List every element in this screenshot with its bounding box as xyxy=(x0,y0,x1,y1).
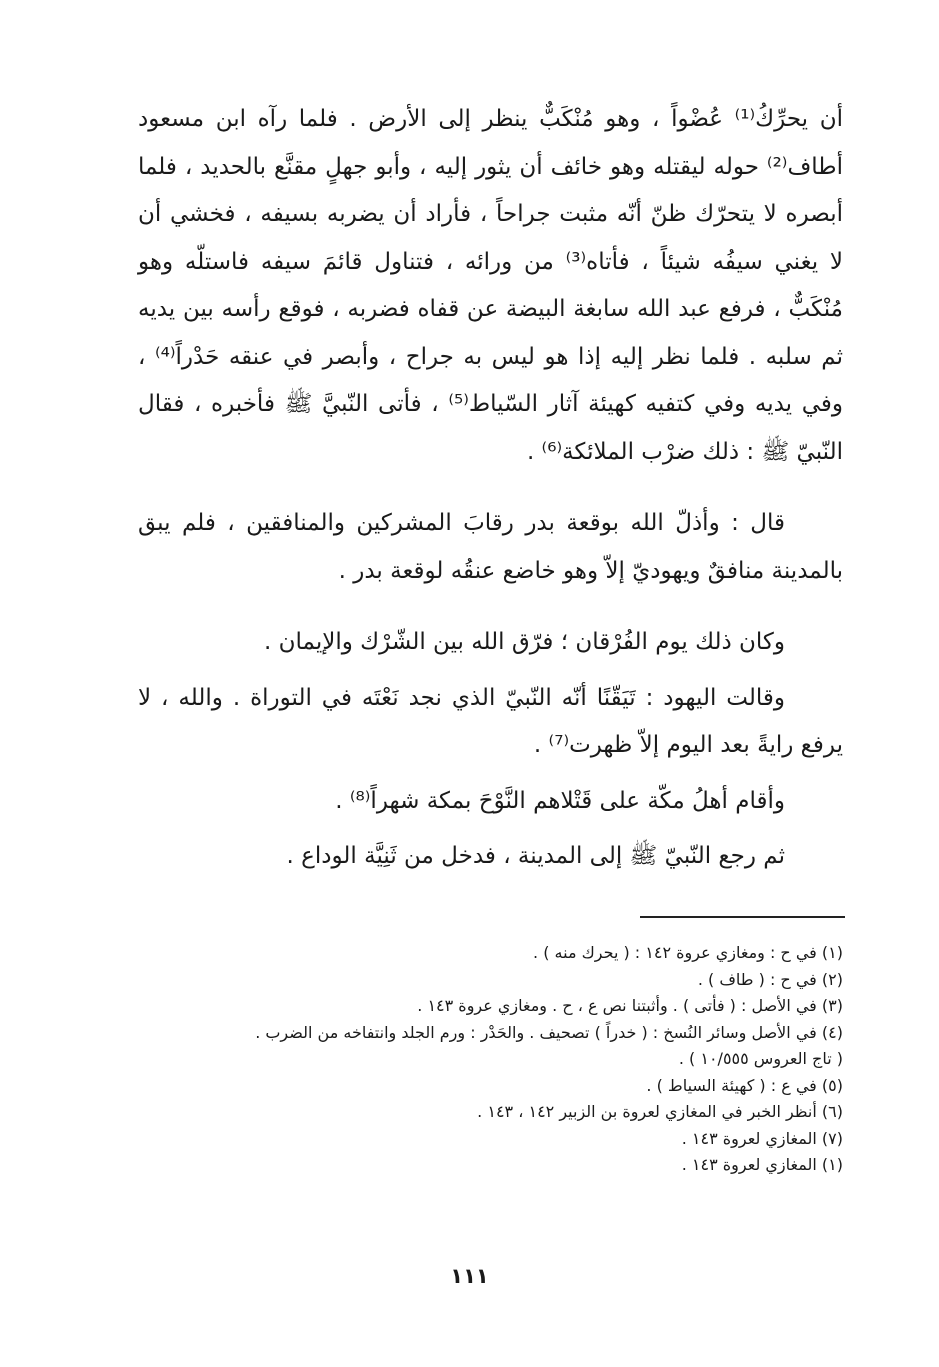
footnote-item: (٧) المغازي لعروة ١٤٣ . xyxy=(681,1128,843,1148)
footnote-item: (٣) في الأصل : ( فأتى ) . وأثبتنا نص ع ، ح . ومغازي عروة ١٤٣ . xyxy=(417,996,843,1015)
page-number: ١١١ xyxy=(450,1264,489,1288)
paragraph-mourning-in-mecca: وأقام أهلُ مكّة على قَتْلاهم النَّوْحَ بمكة شهراً⁽⁸⁾ . xyxy=(335,787,785,814)
paragraph-day-of-furqan: وكان ذلك يوم الفُرْقان ؛ فرّق الله بين الشّرْك والإيمان . xyxy=(264,629,785,655)
footnote-list xyxy=(138,940,843,1179)
paragraph-jews-statement: وقالت اليهود : تَيَقّنًا أنّه النّبيّ الذي نجد نَعْتَه في التوراة . والله ، لا يرفع رايةً بعد اليوم إلاّ ظهرت⁽⁷⁾ . xyxy=(138,684,843,758)
footnote-continuation: ( تاج العروس ١٠/٥٥٥ ) . xyxy=(678,1049,843,1068)
paragraph-ibn-masud-abu-jahl: أن يحرِّكُ⁽¹⁾ عُضْواً ، وهو مُنْكَبٌّ ينظر إلى الأرض . فلما رآه ابن مسعود أطاف⁽²⁾ حوله ليقتله وهو خائف أن يثور إليه ، وأبو جهلٍ مقنَّع بالحديد ، فلما أبصره لا يتحرّك ظنّ أنّه مثبت جراحاً ، فأراد أن يضربه بسيفه ، فخشي أن لا يغني سيفُه شيئاً ، فأتاه⁽³⁾ من ورائه ، فتناول قائمَ سيفه فاستلّه وهو مُنْكَبٌّ ، فرفع عبد الله سابغة البيضة عن قفاه فضربه ، فوقع رأسه بين يديه ثم سلبه . فلما نظر إليه إذا هو ليس به جراح ، وأبصر في عنقه حَدْراً⁽⁴⁾ ، وفي يديه وفي كتفيه كهيئة آثار السّياط⁽⁵⁾ ، فأتى النّبيَّ ﷺ فأخبره ، فقال النّبيّ ﷺ : ذلك ضرْب الملائكة⁽⁶⁾ . xyxy=(138,106,843,465)
footnote-separator xyxy=(640,916,845,918)
footnotes xyxy=(138,940,843,1179)
footnote-item: (٢) في ح : ( طاف ) . xyxy=(697,969,843,989)
footnote-item: (٦) أنظر الخبر في المغازي لعروة بن الزبير ١٤٢ ، ١٤٣ . xyxy=(477,1102,843,1121)
main-text xyxy=(138,96,843,881)
paragraph-humiliation-of-polytheists: قال : وأذلّ الله بوقعة بدر رقابَ المشركين والمنافقين ، فلم يبق بالمدينة منافقٌ ويهوديّ إلاّ وهو خاضع عنقُه لوقعة بدر . xyxy=(138,510,843,584)
footnote-item: (١) المغازي لعروة ١٤٣ . xyxy=(681,1155,843,1174)
footnote-item: (١) في ح : ومغازي عروة ١٤٢ : ( يحرك منه ) . xyxy=(533,943,843,962)
paragraph-return-to-medina: ثم رجع النّبيّ ﷺ إلى المدينة ، فدخل من ثَنِيَّة الوداع . xyxy=(286,843,785,869)
footnote-item: (٤) في الأصل وسائر النُسخ : ( خدراً ) تصحيف . والحَدْر : ورم الجلد وانتفاخه من الضرب . xyxy=(255,1022,843,1042)
footnote-item: (٥) في ع : ( كهيئة السياط ) . xyxy=(646,1075,843,1095)
